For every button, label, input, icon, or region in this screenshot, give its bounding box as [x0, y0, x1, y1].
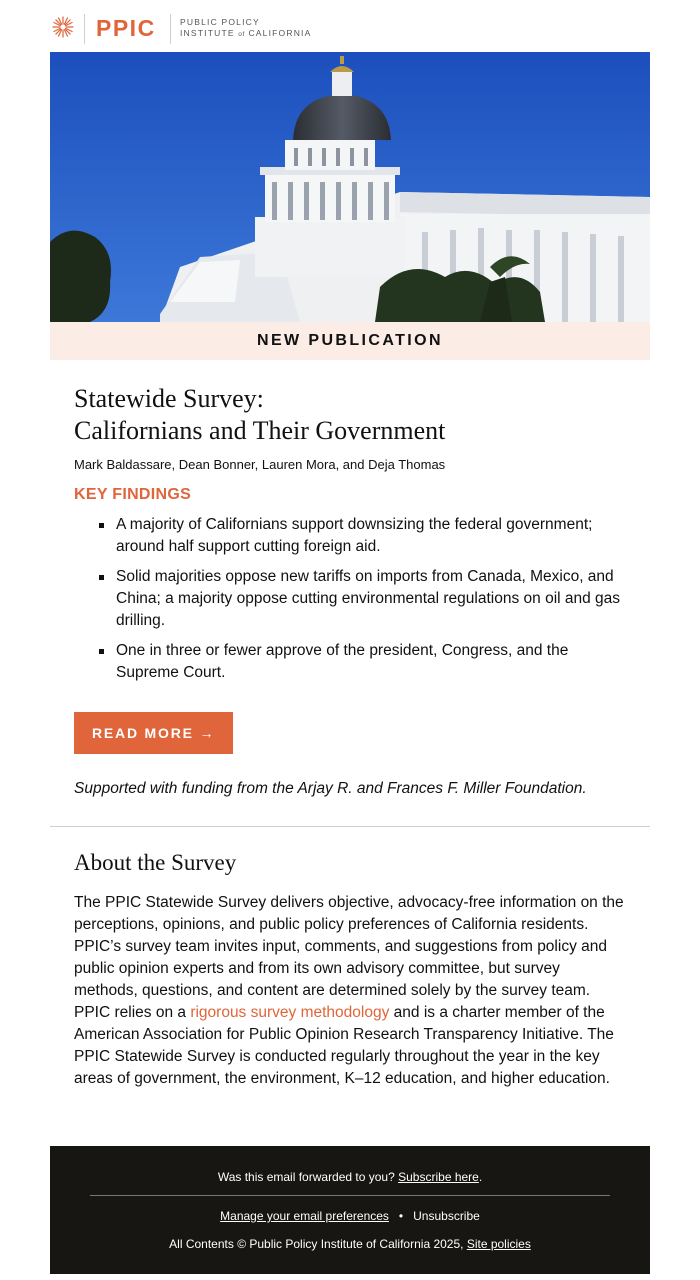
- list-item: [96, 640, 626, 684]
- footer-forwarded-line: [50, 1170, 650, 1184]
- section-divider: [50, 826, 650, 827]
- about-text-part2: and is a charter member of the American Association for Public Opinion Research Transparency Initiative. The PPIC Statewide Survey is conducted regularly throughout the year in the key areas of government, the environment, K–12 education, and higher education.: [74, 1004, 614, 1087]
- about-section: [74, 850, 626, 1090]
- logo-sub-california: CALIFORNIA: [248, 28, 312, 38]
- subscribe-link[interactable]: Subscribe here: [398, 1170, 479, 1184]
- logo-subtitle-line2: [180, 28, 311, 40]
- header: [50, 0, 650, 52]
- unsubscribe-link[interactable]: Unsubscribe: [413, 1209, 480, 1223]
- new-publication-banner: NEW PUBLICATION: [50, 322, 650, 360]
- about-paragraph: [74, 892, 626, 1090]
- footer-preferences-line: [50, 1209, 650, 1223]
- funding-note: Supported with funding from the Arjay R. and Frances F. Miller Foundation.: [74, 780, 587, 797]
- article-section: [74, 360, 626, 798]
- footer-period: .: [478, 1170, 483, 1184]
- read-more-button[interactable]: READ MORE →: [74, 712, 233, 754]
- email-container: [50, 0, 650, 1251]
- hero-capitol-image[interactable]: [50, 52, 650, 322]
- about-heading: About the Survey: [74, 850, 237, 875]
- logo-wordmark[interactable]: PPIC: [96, 15, 156, 41]
- logo-divider: [84, 14, 85, 44]
- logo-subtitle: [180, 17, 311, 40]
- finding-text: Solid majorities oppose new tariffs on imports from Canada, Mexico, and China; a majority oppose cutting environmental regulations on oil and gas drilling.: [116, 568, 621, 629]
- article-authors: Mark Baldassare, Dean Bonner, Lauren Mora, and Deja Thomas: [74, 457, 446, 472]
- logo-sub-of: of: [238, 31, 245, 38]
- key-findings-list: [74, 514, 626, 684]
- footer-forwarded-text: Was this email forwarded to you?: [217, 1170, 399, 1184]
- manage-preferences-link[interactable]: Manage your email preferences: [220, 1209, 389, 1223]
- logo-subtitle-line1: PUBLIC POLICY: [180, 17, 260, 27]
- copyright-text: All Contents © Public Policy Institute of California 2025,: [169, 1237, 467, 1251]
- article-title[interactable]: [74, 383, 626, 447]
- key-findings-heading: KEY FINDINGS: [74, 486, 192, 503]
- finding-text: One in three or fewer approve of the president, Congress, and the Supreme Court.: [116, 642, 569, 681]
- bullet-icon: [99, 575, 104, 580]
- footer-copyright-line: [50, 1237, 650, 1251]
- footer-divider: [90, 1195, 610, 1196]
- list-item: [96, 566, 626, 632]
- article-title-line1: Statewide Survey:: [74, 384, 264, 413]
- list-item: [96, 514, 626, 558]
- finding-text: A majority of Californians support downsizing the federal government; around half support cutting foreign aid.: [116, 516, 593, 555]
- separator-dot: •: [398, 1209, 404, 1223]
- bullet-icon: [99, 649, 104, 654]
- about-text-part1: The PPIC Statewide Survey delivers objective, advocacy-free information on the perceptions, opinions, and public policy preferences of California residents. PPIC’s survey team invites input, comments, and suggestions from policy and public opinion experts and from its own advisory committee, but survey methods, questions, and content are determined solely by the survey team. PPIC relies on a: [74, 894, 624, 1021]
- logo-divider: [170, 14, 171, 44]
- article-title-line2: Californians and Their Government: [74, 416, 446, 445]
- bullet-icon: [99, 523, 104, 528]
- footer: [50, 1146, 650, 1274]
- site-policies-link[interactable]: Site policies: [466, 1237, 531, 1251]
- methodology-link[interactable]: rigorous survey methodology: [190, 1004, 390, 1021]
- sunburst-logo-icon: [52, 16, 74, 38]
- logo-sub-institute: INSTITUTE: [180, 28, 235, 38]
